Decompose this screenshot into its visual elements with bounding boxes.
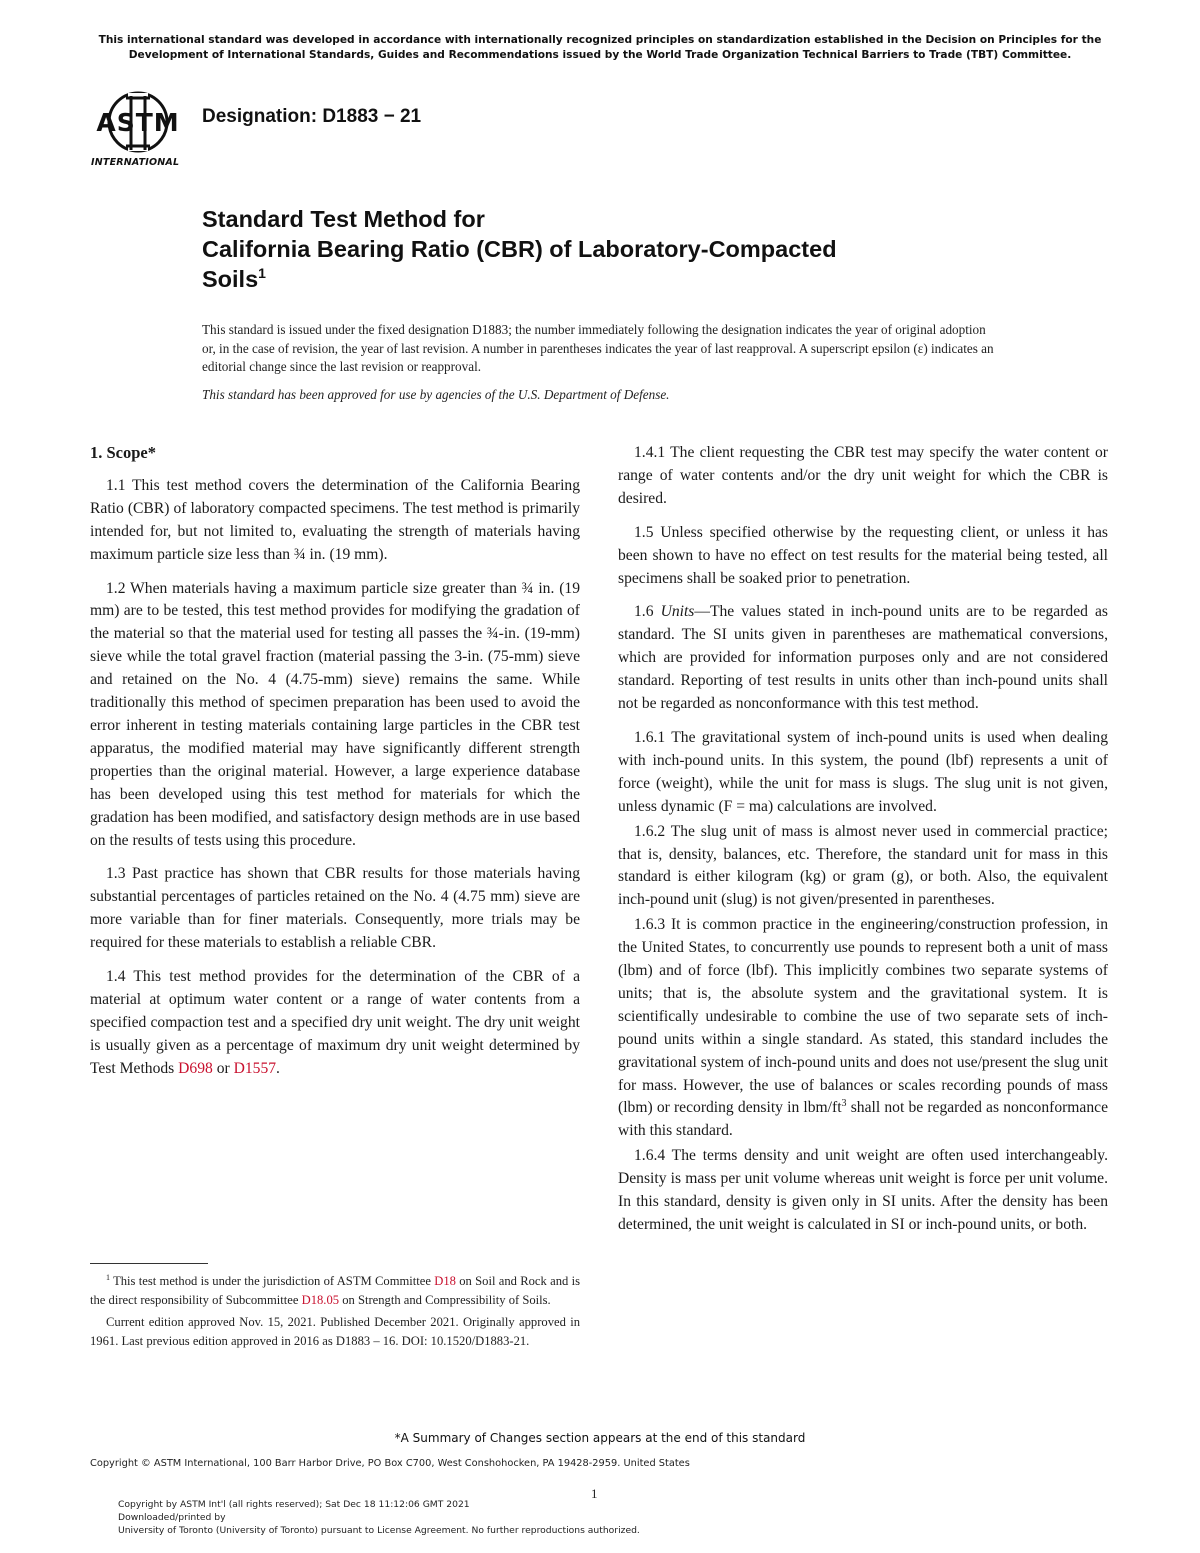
footnotes [90, 1272, 580, 1354]
paragraph-1-6-3-end: shall not be regarded as nonconformance with this standard. [618, 1099, 1108, 1140]
page-number: 1 [591, 1486, 598, 1501]
license-line-3: University of Toronto (University of Toronto) pursuant to License Agreement. No further reproductions authorized. [118, 1525, 640, 1536]
paragraph-1-6 [618, 601, 1108, 716]
logo-caption: INTERNATIONAL [91, 157, 180, 168]
title-line-3 [202, 264, 1102, 294]
footnote-rule [90, 1263, 208, 1264]
issue-note: This standard is issued under the fixed designation D1883; the number immediately following the designation indicates the year of original adoption or, in the case of revision, the year of last revision. A number in parentheses indicates the year of last reapproval. A superscript epsilon (ε) indicates an editorial change since the last revision or reapproval. [202, 322, 994, 374]
paragraph-1-4 [90, 966, 580, 1081]
paragraph-1-6-number: 1.6 [634, 603, 661, 621]
link-subcommittee-d18-05[interactable]: D18.05 [301, 1292, 340, 1307]
link-committee-d18[interactable]: D18 [434, 1274, 456, 1288]
right-column [618, 442, 1108, 1248]
license-line-2: Downloaded/printed by [118, 1512, 226, 1523]
title-footnote-mark[interactable]: 1 [258, 265, 266, 282]
paragraph-1-4-end: . [276, 1059, 280, 1077]
wto-notice: This international standard was developed in accordance with internationally recognized principles on standardization established in the Decision on Principles for the Development of International Standards, Guides and Recommendations issued by the World Trade Organization Technical Barriers to Trade (TBT) Committee. [98, 34, 1102, 61]
license-line-1: Copyright by ASTM Int'l (all rights reserved); Sat Dec 18 11:12:06 GMT 2021 [118, 1499, 470, 1510]
title-line-1: Standard Test Method for [202, 206, 485, 232]
paragraph-1-6-3 [618, 914, 1108, 1143]
paragraph-1-2: 1.2 When materials having a maximum particle size greater than ¾ in. (19 mm) are to be tested, this test method provides for modifying the gradation of the material so that the material used for testing all passes the ¾-in. (19-mm) sieve while the total gravel fraction (material passing the 3-in. (75-mm) sieve and retained on the No. 4 (4.75-mm) sieve) remains the same. While traditionally this method of specimen preparation has been used to avoid the error inherent in testing materials containing large particles in the CBR test apparatus, the modified material may have significantly different strength properties than the original material. However, a large experience database has been developed using this test method for materials for which the gradation has been modified, and satisfactory design methods are in use based on the results of tests using this procedure. [90, 579, 580, 849]
title-line-3-text: Soils [202, 266, 259, 292]
astm-logo [88, 90, 190, 172]
paragraph-1-6-label: Units [660, 603, 695, 621]
paragraph-1-6-1: 1.6.1 The gravitational system of inch-pound units is used when dealing with inch-pound units. In this system, the pound (lbf) represents a unit of force (weight), while the unit for mass is slugs. The slug unit is not given, unless dynamic (F = ma) calculations are involved. [618, 728, 1108, 815]
link-d698[interactable]: D698 [178, 1059, 213, 1077]
document-title [202, 204, 1102, 294]
footnote-1-text-c: on Strength and Compressibility of Soils. [339, 1292, 551, 1307]
left-column [90, 442, 580, 1092]
footnote-1-mark: 1 [106, 1272, 110, 1282]
footnote-edition: Current edition approved Nov. 15, 2021. Published December 2021. Originally approved in 1961. Last previous edition approved in 2016 as D1883 – 16. DOI: 10.1520/D1883-21. [90, 1315, 580, 1348]
paragraph-1-6-2: 1.6.2 The slug unit of mass is almost never used in commercial practice; that is, density, balances, etc. Therefore, the standard unit for mass in this standard is either kilogram (kg) or gram (g), or both. Also, the equivalent inch-pound unit (slug) is not given/presented in parentheses. [618, 822, 1108, 909]
license-notice [118, 1498, 818, 1537]
paragraph-1-6-3-text: 1.6.3 It is common practice in the engineering/construction profession, in the United States, to concurrently use pounds to represent both a unit of mass (lbm) and of force (lbf). This implicitly combines two separate systems of units; that is, the absolute system and the gravitational system. It is scientifically undesirable to combine the use of two separate sets of inch-pound units within a single standard. As stated, this standard includes the gravitational system of inch-pound units and does not use/present the slug unit for mass. However, the use of balances or scales recording pounds of mass (lbm) or recording density in lbm/ft [618, 916, 1108, 1117]
paragraph-1-3: 1.3 Past practice has shown that CBR results for those materials having substantial percentages of particles retained on the No. 4 (4.75 mm) sieve are more variable than for finer materials. Consequently, more trials may be required for these materials to establish a reliable CBR. [90, 865, 580, 952]
paragraph-1-6-text: —The values stated in inch-pound units are to be regarded as standard. The SI units given in parentheses are mathematical conversions, which are provided for information purposes only and are not considered standard. Reporting of test results in units other than inch-pound units shall not be regarded as nonconformance with this test method. [618, 603, 1108, 713]
footnote-1-text-b: on Soil and Rock and is the direct responsibility of Subcommittee [90, 1274, 580, 1307]
summary-of-changes-note: *A Summary of Changes section appears at the end of this standard [394, 1431, 806, 1445]
paragraph-1-4-1: 1.4.1 The client requesting the CBR test may specify the water content or range of water contents and/or the dry unit weight for which the CBR is desired. [618, 444, 1108, 507]
designation: Designation: D1883 − 21 [202, 106, 422, 127]
paragraph-1-4-or: or [212, 1059, 234, 1077]
title-line-2: California Bearing Ratio (CBR) of Laboratory-Compacted [202, 236, 837, 262]
dod-approval-note: This standard has been approved for use by agencies of the U.S. Department of Defense. [202, 387, 670, 402]
astm-logo-icon [88, 90, 188, 158]
footnote-1 [90, 1272, 580, 1309]
footnote-1-text-a: This test method is under the jurisdiction of ASTM Committee [110, 1274, 435, 1288]
astm-logo-letters: ASTM [96, 108, 180, 137]
paragraph-1-1: 1.1 This test method covers the determination of the California Bearing Ratio (CBR) of laboratory compacted specimens. The test method is primarily intended for, but not limited to, evaluating the strength of materials having maximum particle size less than ¾ in. (19 mm). [90, 476, 580, 563]
section-heading-scope: 1. Scope* [90, 443, 156, 462]
superscript-3: 3 [841, 1098, 847, 1110]
copyright-line: Copyright © ASTM International, 100 Barr Harbor Drive, PO Box C700, West Conshohocken, PA 19428-2959. United States [90, 1458, 690, 1469]
paragraph-1-6-4: 1.6.4 The terms density and unit weight are often used interchangeably. Density is mass per unit volume whereas unit weight is force per unit volume. In this standard, density is given only in SI units. After the density has been determined, the unit weight is calculated in SI or inch-pound units, or both. [618, 1147, 1108, 1233]
paragraph-1-5: 1.5 Unless specified otherwise by the requesting client, or unless it has been shown to have no effect on test results for the material being tested, all specimens shall be soaked prior to penetration. [618, 523, 1108, 587]
link-d1557[interactable]: D1557 [233, 1059, 277, 1077]
paragraph-1-4-text: 1.4 This test method provides for the determination of the CBR of a material at optimum water content or a range of water contents from a specified compaction test and a specified dry unit weight. The dry unit weight is usually given as a percentage of maximum dry unit weight determined by Test Methods [90, 968, 580, 1077]
